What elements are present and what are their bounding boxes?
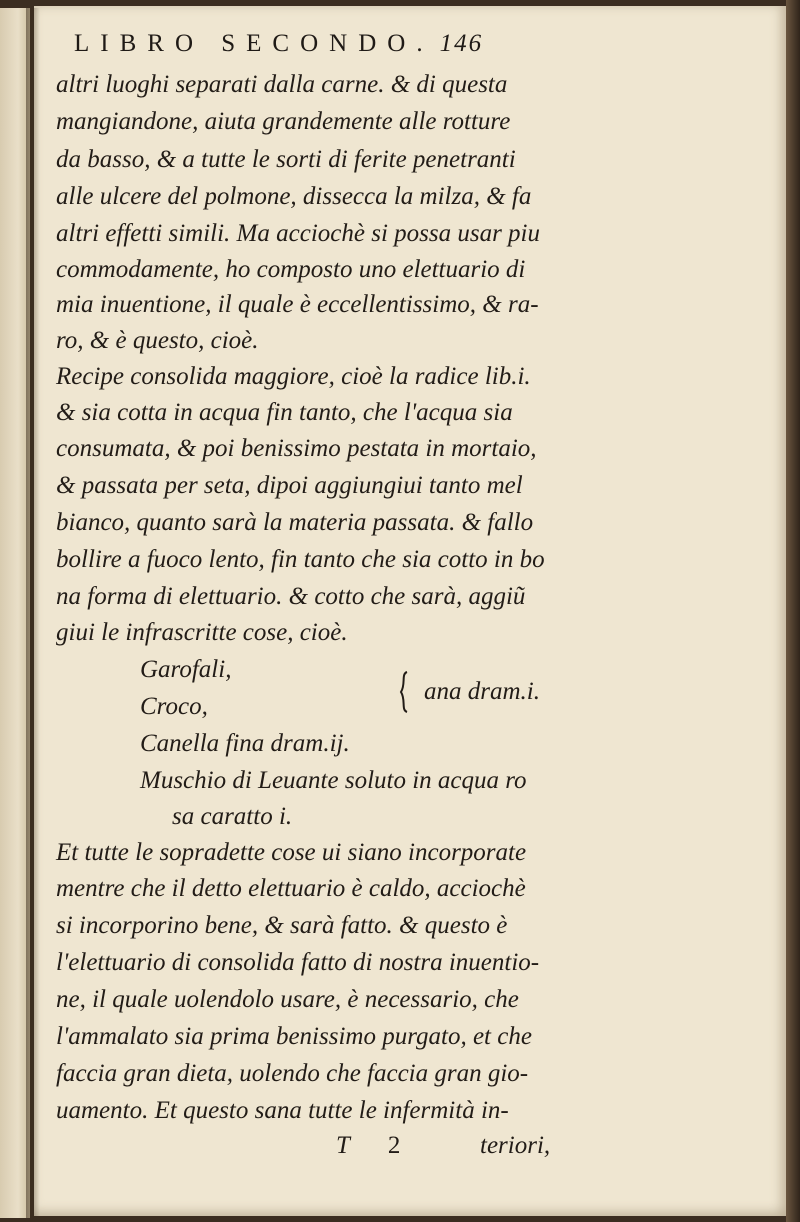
- signature-mark: [336, 1132, 400, 1160]
- ingredient-line: Garofali,: [140, 656, 232, 683]
- text-line: altri effetti simili. Ma acciochè si possa usar piu: [56, 220, 540, 247]
- catchword: teriori,: [480, 1132, 551, 1159]
- running-head-title: LIBRO SECONDO.: [74, 30, 434, 57]
- signature-letter: T: [336, 1132, 350, 1159]
- signature-number: 2: [387, 1132, 401, 1159]
- ingredient-line: Canella fina dram.ij.: [140, 730, 350, 757]
- text-line: bollire a fuoco lento, fin tanto che sia cotto in bo: [56, 546, 545, 573]
- text-line: na forma di elettuario. & cotto che sarà, aggiũ: [56, 583, 526, 610]
- text-line: & sia cotta in acqua fin tanto, che l'acqua sia: [56, 399, 513, 426]
- text-line: Recipe consolida maggiore, cioè la radice lib.i.: [56, 363, 531, 390]
- text-line: Et tutte le sopradette cose ui siano incorporate: [56, 839, 527, 866]
- text-line: bianco, quanto sarà la materia passata. & fallo: [56, 509, 534, 536]
- text-line: faccia gran dieta, uolendo che faccia gran gio-: [56, 1060, 529, 1087]
- text-line: ne, il quale uolendolo usare, è necessario, che: [56, 986, 519, 1013]
- ingredient-line: Croco,: [140, 693, 208, 720]
- text-line: giui le infrascritte cose, cioè.: [56, 619, 348, 646]
- text-line: mia inuentione, il quale è eccellentissimo, & ra-: [56, 291, 539, 318]
- ingredient-line: sa caratto i.: [172, 803, 293, 830]
- text-line: & passata per seta, dipoi aggiungiui tanto mel: [56, 472, 523, 499]
- text-line: uamento. Et questo sana tutte le infermità in-: [56, 1097, 509, 1124]
- text-line: alle ulcere del polmone, dissecca la milza, & fa: [56, 183, 532, 210]
- text-line: mentre che il detto elettuario è caldo, acciochè: [56, 875, 526, 902]
- running-head: [74, 30, 594, 58]
- text-line: altri luoghi separati dalla carne. & di questa: [56, 71, 508, 98]
- text-line: l'elettuario di consolida fatto di nostra inuentio-: [56, 949, 540, 976]
- text-line: consumata, & poi benissimo pestata in mortaio,: [56, 435, 537, 462]
- text-line: si incorporino bene, & sarà fatto. & questo è: [56, 912, 508, 939]
- gutter-shadow: [26, 8, 40, 1218]
- ingredient-line: Muschio di Leuante soluto in acqua ro: [140, 767, 527, 794]
- page-edge-right: [786, 0, 800, 1222]
- text-line: commodamente, ho composto uno elettuario di: [56, 256, 526, 283]
- text-line: da basso, & a tutte le sorti di ferite penetranti: [56, 146, 516, 173]
- brace-icon: [398, 670, 410, 714]
- text-line: ro, & è questo, cioè.: [56, 327, 259, 354]
- ana-dosage: ana dram.i.: [424, 678, 540, 705]
- folio-number: 146: [439, 30, 484, 57]
- text-line: l'ammalato sia prima benissimo purgato, et che: [56, 1023, 532, 1050]
- text-line: mangiandone, aiuta grandemente alle rotture: [56, 108, 511, 135]
